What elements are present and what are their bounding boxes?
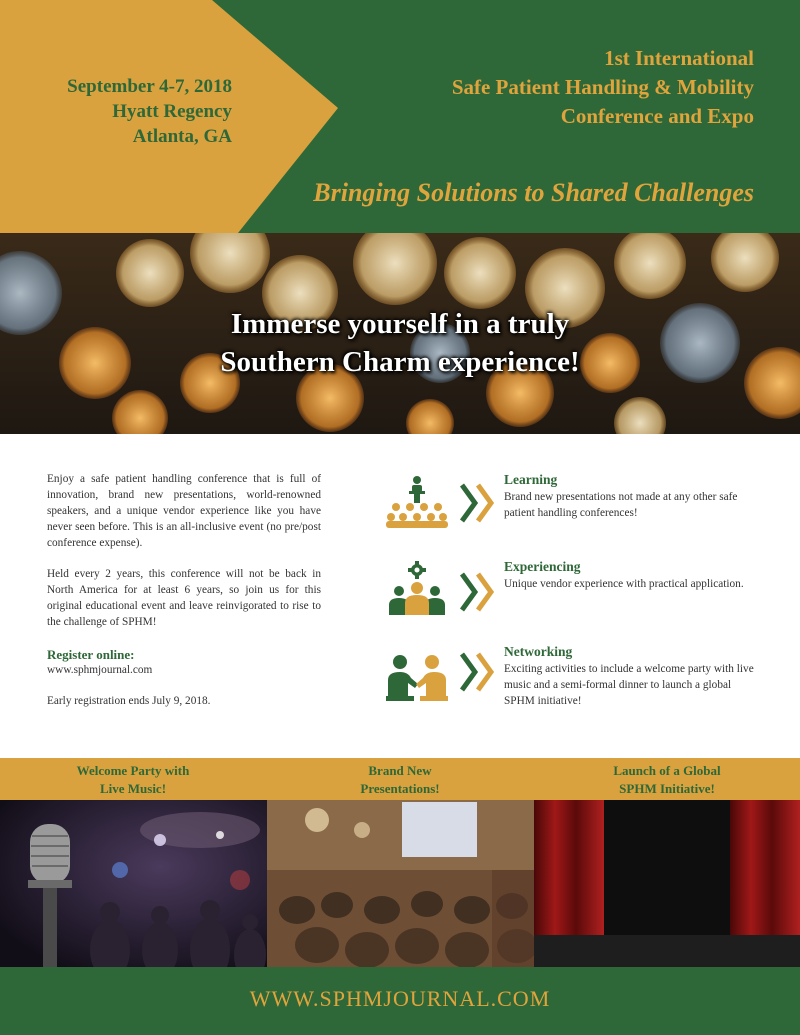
tagline: Bringing Solutions to Shared Challenges	[313, 178, 754, 207]
event-venue: Hyatt Regency	[112, 101, 232, 122]
conference-title	[334, 44, 754, 131]
highlight-line2: Presentations!	[360, 781, 440, 796]
footer-website-link[interactable]: WWW.SPHMJOURNAL.COM	[249, 986, 551, 1011]
register-url-link[interactable]: www.sphmjournal.com	[47, 664, 153, 676]
presenter-audience-icon	[386, 474, 448, 528]
intro-paragraph-1: Enjoy a safe patient handling conference that is full of innovation, brand new presentations, world-renowned speakers, and a unique vendor experience like you have never seen before. This is an all-inclusive event (no pre/post conference expense).	[47, 473, 321, 549]
handshake-people-icon	[386, 650, 448, 704]
conference-title-line3: Conference and Expo	[560, 104, 754, 128]
highlight-global-initiative	[534, 762, 800, 798]
feature-title-learning: Learning	[504, 472, 558, 487]
banner-line1: Immerse yourself in a truly	[230, 308, 570, 340]
banner-line2: Southern Charm experience!	[220, 346, 580, 378]
highlight-line2: SPHM Initiative!	[619, 781, 715, 796]
stage-curtain-photo	[534, 800, 800, 967]
feature-desc-learning: Brand new presentations not made at any other safe patient handling conferences!	[504, 491, 738, 519]
event-info	[20, 74, 232, 149]
chevron-right-icon	[458, 481, 498, 525]
chevron-right-icon	[458, 570, 498, 614]
event-city: Atlanta, GA	[132, 126, 232, 147]
team-gear-icon	[386, 561, 448, 615]
banner-headline	[0, 305, 800, 381]
highlight-presentations	[267, 762, 533, 798]
feature-desc-networking: Exciting activities to include a welcome party with live music and a semi-formal dinner to launch a global SPHM initiative!	[504, 663, 754, 707]
feature-desc-experiencing: Unique vendor experience with practical application.	[504, 578, 744, 590]
register-heading: Register online:	[47, 647, 135, 662]
highlight-line2: Live Music!	[99, 781, 167, 796]
feature-title-networking: Networking	[504, 644, 573, 659]
highlight-line1: Launch of a Global	[613, 763, 721, 778]
event-date: September 4-7, 2018	[67, 76, 232, 97]
highlight-line1: Brand New	[368, 763, 432, 778]
audience-presentation-photo	[267, 800, 534, 967]
intro-paragraph-2: Held every 2 years, this conference will not be back in North America for at least 6 years, so join us for this original educational event and leave reinvigorated to rise to the challenge of SPHM!	[47, 568, 321, 628]
conference-title-line1: 1st International	[604, 46, 754, 70]
chevron-right-icon	[458, 650, 498, 694]
early-registration-note: Early registration ends July 9, 2018.	[47, 695, 211, 707]
highlight-line1: Welcome Party with	[76, 763, 190, 778]
highlight-welcome-party	[0, 762, 266, 798]
party-microphone-photo	[0, 800, 267, 967]
conference-title-line2: Safe Patient Handling & Mobility	[451, 75, 754, 99]
feature-title-experiencing: Experiencing	[504, 559, 581, 574]
